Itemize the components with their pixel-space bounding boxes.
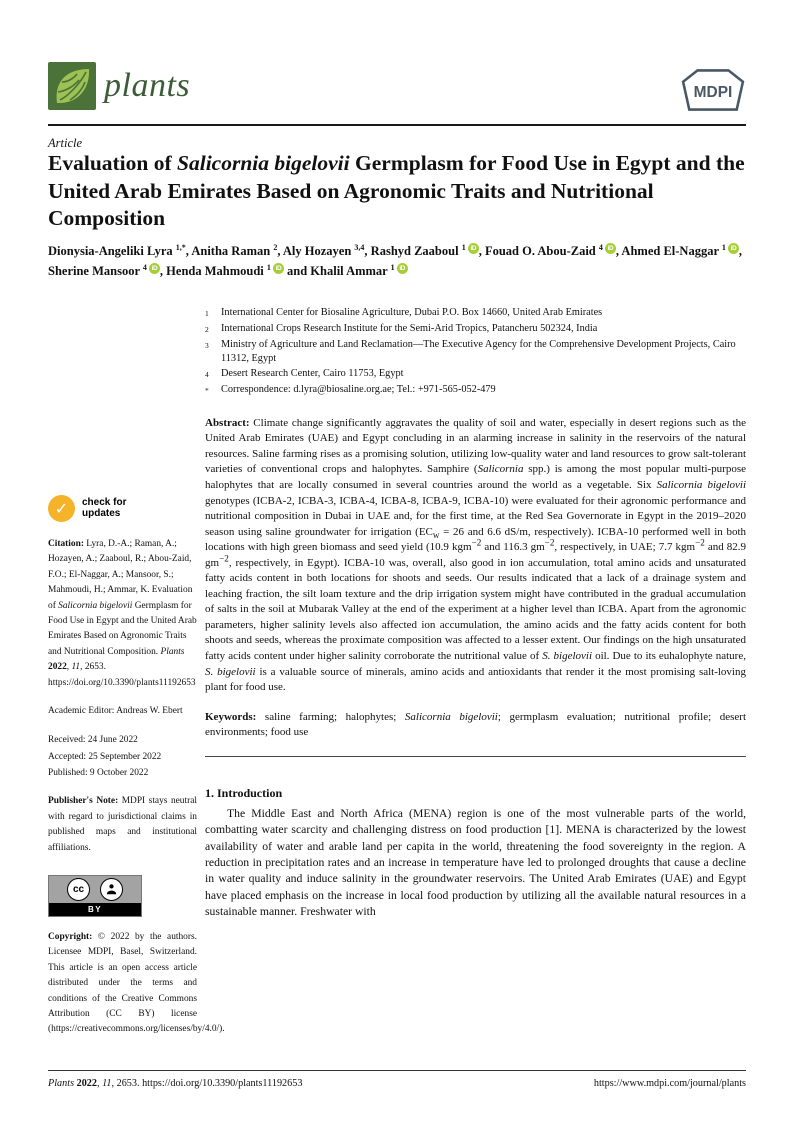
footer-journal-url[interactable]: https://www.mdpi.com/journal/plants: [593, 1078, 746, 1089]
text-run: 2022: [76, 1078, 97, 1089]
text-run: , 2653.: [80, 662, 106, 673]
text-run: 1: [461, 242, 466, 252]
text-run: 4: [142, 262, 147, 272]
text-run: S. bigelovii: [542, 649, 593, 662]
text-run: ,: [96, 1078, 103, 1089]
text-run: Salicornia bigelovii: [177, 151, 350, 175]
mdpi-logo-text: MDPI: [693, 84, 733, 102]
text-run: 1: [390, 262, 395, 272]
affiliation-marker: 1: [205, 309, 209, 318]
copyright-block: [48, 930, 225, 1038]
main-column: [205, 306, 746, 921]
text-run: MDPI stays neutral with regard to jurisdictional claims in published maps and institutional affiliations.: [48, 796, 197, 853]
check-for-updates-badge[interactable]: [48, 495, 197, 522]
text-run: and Khalil Ammar: [283, 264, 391, 278]
affiliation-text: Desert Research Center, Cairo 11753, Egypt: [221, 368, 404, 380]
text-run: Salicornia bigelovii: [404, 710, 498, 723]
text-run: , respectively, in UAE; 7.7 kgm: [554, 541, 696, 554]
text-run: Evaluation of: [48, 151, 178, 175]
affiliations-list: [205, 306, 746, 399]
text-run: genotypes (ICBA-2, ICBA-3, ICBA-4, ICBA-8, ICBA-9, ICBA-10) were evaluated for their agronomic performance and nutritional composition in Dubai in UAE and, for the first time, at the Red Sea Governorate in Egypt in the 2019–2020 season using saline groundwater for irrigation (EC: [205, 494, 746, 538]
text-run: Salicornia bigelovii: [656, 478, 746, 491]
text-run: −2: [544, 537, 555, 548]
published-date: Published: 9 October 2022: [48, 768, 149, 779]
text-run: S. bigelovii: [205, 665, 256, 678]
text-run: Keywords:: [205, 710, 265, 723]
cc-by-license-badge[interactable]: [48, 875, 142, 917]
text-run: 4: [598, 242, 603, 252]
text-run: ).: [219, 1024, 225, 1035]
text-run: Dionysia-Angeliki Lyra: [48, 244, 176, 258]
academic-editor-line: Academic Editor: Andreas W. Ebert: [48, 706, 183, 717]
text-run: 2022: [48, 662, 67, 673]
text-run: ; germplasm evaluation; nutritional profile; desert environments; food use: [205, 710, 747, 739]
affiliation-marker: 4: [205, 370, 209, 380]
orcid-icon[interactable]: iD: [468, 243, 479, 254]
received-date: Received: 24 June 2022: [48, 735, 138, 746]
cc-by-label: BY: [49, 903, 141, 916]
text-run: , Sherine Mansoor: [48, 244, 743, 278]
text-run: 11: [102, 1078, 112, 1089]
citation-block: [48, 537, 197, 691]
text-run: 1: [266, 262, 271, 272]
orcid-icon[interactable]: iD: [273, 263, 284, 274]
text-run: Citation:: [48, 539, 87, 549]
publishers-note: [48, 794, 197, 856]
correspondence-marker: *: [205, 385, 209, 395]
abstract-paragraph: [205, 416, 746, 696]
cc-person-icon: [100, 878, 123, 901]
page-title: [48, 150, 752, 233]
cc-badge-icons: [49, 876, 141, 903]
footer-citation: [48, 1078, 302, 1089]
text-run: , Henda Mahmoudi: [159, 264, 267, 278]
text-run: Copyright:: [48, 931, 98, 942]
text-run: , Rashyd Zaaboul: [364, 244, 462, 258]
text-run: oil. Due to its euhalophyte nature,: [592, 649, 746, 662]
text-run: = 26 and 6.6 dS/m, respectively). ICBA-10 performed well in both locations with high green biomass and seed yield (10.9 kgm: [205, 525, 747, 554]
journal-name: plants: [104, 67, 191, 104]
text-run: saline farming; halophytes;: [264, 710, 405, 723]
text-run: Germplasm for Food Use in Egypt and the United Arab Emirates Based on Agronomic Traits and Nutritional Composition: [48, 151, 745, 230]
text-run: , Ahmed El-Naggar: [615, 244, 722, 258]
affiliation-text: Ministry of Agriculture and Land Reclamation—The Executive Agency for the Comprehensive Development Projects, Cairo 11312, Egypt: [221, 338, 736, 365]
text-run: −2: [695, 537, 705, 548]
text-run: 2: [273, 242, 278, 252]
affiliation-marker: 3: [205, 340, 209, 350]
introduction-paragraph: The Middle East and North Africa (MENA) region is one of the most vulnerable parts of the world, combatting water scarcity and challenging distress on food production [1]. MENA is characterized by the lowest availability of water and arable land per capita in the world, threatening the food sovereignty in the region. A reduction in precipitation rates and an increase in temperature have led to prolonged droughts that cause a decline in water quality and induce salinity in the groundwater reservoirs. The United Arab Emirates (UAE) and Egypt have placed emphasis on the increase in local food production by utilizing all the available natural resources in a sustainable manner. Freshwater with: [205, 806, 746, 919]
text-run: , 2653.: [111, 1078, 143, 1089]
footer: [48, 1078, 746, 1089]
text-run: −2: [471, 537, 482, 548]
text-run: w: [432, 529, 440, 540]
affiliation-item: [205, 367, 746, 383]
check-icon: ✓: [48, 495, 75, 522]
keywords-line: [205, 710, 746, 741]
orcid-icon[interactable]: iD: [397, 263, 408, 274]
text-run: Abstract:: [205, 416, 254, 429]
footer-divider: [48, 1070, 746, 1071]
orcid-icon[interactable]: iD: [728, 243, 739, 254]
text-run: −2: [219, 553, 229, 564]
text-run: ,: [66, 662, 72, 673]
dates-block: [48, 732, 197, 781]
text-run: , Fouad O. Abou-Zaid: [478, 244, 599, 258]
link-text[interactable]: https://doi.org/10.3390/plants11192653: [142, 1078, 303, 1089]
affiliation-text: International Center for Biosaline Agriculture, Dubai P.O. Box 14660, United Arab Emirates: [221, 307, 603, 318]
plants-journal-logo: [48, 62, 96, 110]
text-run: Germplasm for Food Use in Egypt and the United Arab Emirates Based on Agronomic Traits and Nutritional Composition.: [48, 600, 197, 657]
orcid-icon[interactable]: iD: [605, 243, 616, 254]
affiliation-text: International Crops Research Institute for the Semi-Arid Tropics, Patancheru 502324, India: [221, 322, 598, 334]
text-run: Salicornia bigelovii: [58, 600, 133, 611]
text-run: 1,*: [175, 242, 186, 252]
leaf-icon: [48, 62, 96, 110]
section-heading-introduction: 1. Introduction: [205, 785, 283, 800]
text-run: Publisher's Note:: [48, 796, 122, 807]
article-type-label: Article: [48, 136, 83, 150]
text-run: Climate change significantly aggravates the quality of soil and water, especially in desert regions such as the United Arab Emirates (UAE) and Egypt concluding in an alarming increase in salinity in the reservoirs of the natural resources. Saline farming rises as a promising solution, utilizing low-quality water and land resources to grow salt-tolerant varieties of conventional crops and halophytes. Samphire (: [205, 416, 746, 476]
text-run: , Aly Hozayen: [277, 244, 355, 258]
link-text[interactable]: https://creativecommons.org/licenses/by/4.0/: [51, 1024, 220, 1035]
text-run: Plants: [160, 646, 185, 657]
text-run: 3,4: [354, 242, 365, 252]
authors-line: [48, 241, 752, 281]
text-run: Plants: [48, 1078, 77, 1089]
text-run: and 82.9 gm: [205, 541, 747, 569]
affiliation-marker: 2: [205, 324, 209, 334]
text-run: spp.) is among the most popular multi-purpose halophytes that are locally consumed in several countries around the world as a vegetable. Six: [205, 463, 746, 491]
orcid-icon[interactable]: iD: [149, 263, 160, 274]
cc-icon: cc: [67, 878, 90, 901]
affiliation-item: [205, 338, 746, 368]
text-run: Salicornia: [477, 463, 524, 476]
text-run: and 116.3 gm: [481, 541, 545, 554]
text-run: , respectively, in Egypt). ICBA-10 was, overall, also good in ion accumulation, total amino acids and unsaturated fatty acids content in both locations for shoots and seeds. Our results indicated that a lack of a drainage system and leaching fraction, the silt loam texture and the drip irrigation system might have contributed in the gradual accumulation of salts in the soil at Mubarak Valley at the end of the experiment at a higher level than ICBA. Apart from the agronomic parameters, higher salinity levels also affected ion accumulation, the amino acids and the fatty acids content for both shoots and seeds, whereas the proximate composition was affected to a lesser extent. Our findings on the high unsaturated fatty acids content under higher salinity corroborate the nutritional value of: [205, 556, 746, 662]
text-run: , Anitha Raman: [185, 244, 274, 258]
correspondence-line: [205, 383, 746, 399]
text-run: 1: [721, 242, 726, 252]
text-run: © 2022 by the authors. Licensee MDPI, Basel, Switzerland. This article is an open access article distributed under the terms and conditions of the Creative Commons Attribution (CC BY) license (: [48, 931, 197, 1035]
text-run: Lyra, D.-A.; Raman, A.; Hozayen, A.; Zaaboul, R.; Abou-Zaid, F.O.; El-Naggar, A.; Mansoor, S.; Mahmoudi, H.; Ammar, K. Evaluation of: [48, 539, 193, 611]
text-run: is a valuable source of minerals, amino acids and antioxidants that render it the most promising salt-loving plant for food use.: [205, 665, 746, 694]
sidebar: [48, 495, 225, 1038]
text-run: 11: [71, 662, 81, 673]
keywords-divider: [205, 756, 746, 757]
mdpi-logo[interactable]: [680, 67, 746, 113]
link-text[interactable]: https://doi.org/10.3390/plants11192653: [48, 677, 196, 688]
accepted-date: Accepted: 25 September 2022: [48, 751, 162, 762]
affiliation-item: [205, 306, 746, 322]
header-divider: [48, 124, 746, 126]
correspondence-text: Correspondence: d.lyra@biosaline.org.ae; Tel.: +971-565-052-479: [221, 383, 496, 395]
affiliation-item: [205, 322, 746, 338]
check-badge-label: check for updates: [82, 497, 127, 519]
